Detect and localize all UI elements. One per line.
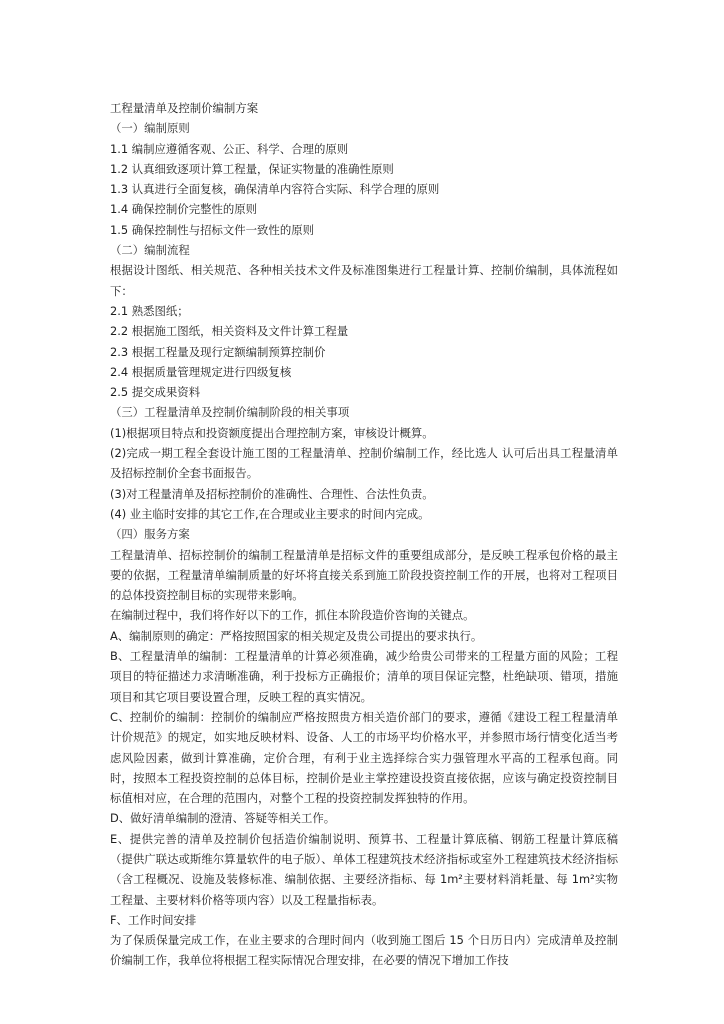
list-item: (3)对工程量清单及招标控制价的准确性、合理性、合法性负责。: [110, 486, 434, 501]
section-heading-matters: （三）工程量清单及控制价编制阶段的相关事项: [110, 405, 350, 420]
list-item: 2.1 熟悉图纸；: [110, 303, 189, 318]
document-title: 工程量清单及控制价编制方案: [110, 101, 259, 115]
paragraph: A、编制原则的确定：严格按照国家的相关规定及贵公司提出的要求执行。: [110, 628, 483, 643]
paragraph: 为了保质保量完成工作，在业主要求的合理时间内（收到施工图后 15 个日历日内）完成清单及控制价编制工作，我单位将根据工程实际情况合理安排，在必要的情况下增加工作技: [110, 933, 618, 968]
list-item: 1.4 确保控制价完整性的原则: [110, 202, 258, 217]
document-body: [110, 98, 618, 971]
paragraph: 根据设计图纸、相关规范、各种相关技术文件及标准图集进行工程量计算、控制价编制，具体流程如下：: [110, 263, 618, 298]
section-heading-service: （四）服务方案: [110, 527, 190, 542]
list-item: 1.2 认真细致逐项计算工程量，保证实物量的准确性原则: [110, 161, 394, 176]
list-item: (1)根据项目特点和投资额度提出合理控制方案，审核设计概算。: [110, 425, 434, 440]
list-item: 2.2 根据施工图纸，相关资料及文件计算工程量: [110, 324, 349, 339]
list-item: 1.3 认真进行全面复核，确保清单内容符合实际、科学合理的原则: [110, 182, 440, 197]
list-item: 2.3 根据工程量及现行定额编制预算控制价: [110, 344, 326, 359]
list-item: 1.5 确保控制性与招标文件一致性的原则: [110, 222, 314, 237]
paragraph: 工程量清单、招标控制价的编制工程量清单是招标文件的重要组成部分，是反映工程承包价格的最主要的依据，工程量清单编制质量的好坏将直接关系到施工阶段投资控制工作的开展，也将对工程项目的总体投资控制目标的实现带来影响。: [110, 547, 618, 603]
paragraph: F、工作时间安排: [110, 912, 197, 927]
section-heading-process: （二）编制流程: [110, 243, 190, 258]
list-item: 2.5 提交成果资料: [110, 385, 201, 400]
list-item: 1.1 编制应遵循客观、公正、科学、合理的原则: [110, 141, 349, 156]
list-item: (4) 业主临时安排的其它工作,在合理或业主要求的时间内完成。: [110, 506, 430, 521]
section-heading-principles: （一）编制原则: [110, 121, 190, 136]
paragraph: B、工程量清单的编制：工程量清单的计算必须准确，减少给贵公司带来的工程量方面的风险；工程项目的特征描述力求清晰准确，利于投标方正确报价；清单的项目保证完整，杜绝缺项、错项，措施项目和其它项目要设置合理，反映工程的真实情况。: [110, 649, 618, 704]
list-item: 2.4 根据质量管理规定进行四级复核: [110, 364, 292, 379]
paragraph: D、做好清单编制的澄清、答疑等相关工作。: [110, 811, 336, 826]
paragraph: 在编制过程中，我们将作好以下的工作，抓住本阶段造价咨询的关键点。: [110, 608, 475, 623]
paragraph: E、提供完善的清单及控制价包括造价编制说明、预算书、工程量计算底稿、钢筋工程量计算底稿（提供广联达或斯维尔算量软件的电子版）、单体工程建筑技术经济指标或室外工程建筑技术经济指标（含工程概况、设施及装修标准、编制依据、主要经济指标、每 1m²主要材料消耗量、每 1m²实物工程量、主要材料价格等项内容）以及工程量指标表。: [110, 831, 618, 907]
list-item: (2)完成一期工程全套设计施工图的工程量清单、控制价编制工作，经比选人 认可后出具工程量清单及招标控制价全套书面报告。: [110, 446, 618, 481]
paragraph: C、控制价的编制：控制价的编制应严格按照贵方相关造价部门的要求，遵循《建设工程工程量清单计价规范》的规定，如实地反映材料、设备、人工的市场平均价格水平，并参照市场行情变化适当考虑风险因素，做到计算准确，定价合理，有利于业主选择综合实力强管理水平高的工程承包商。同时，按照本工程投资控制的总体目标，控制价是业主掌控建设投资直接依据，应该与确定投资控制目标值相对应，在合理的范围内，对整个工程的投资控制发挥独特的作用。: [110, 709, 618, 806]
